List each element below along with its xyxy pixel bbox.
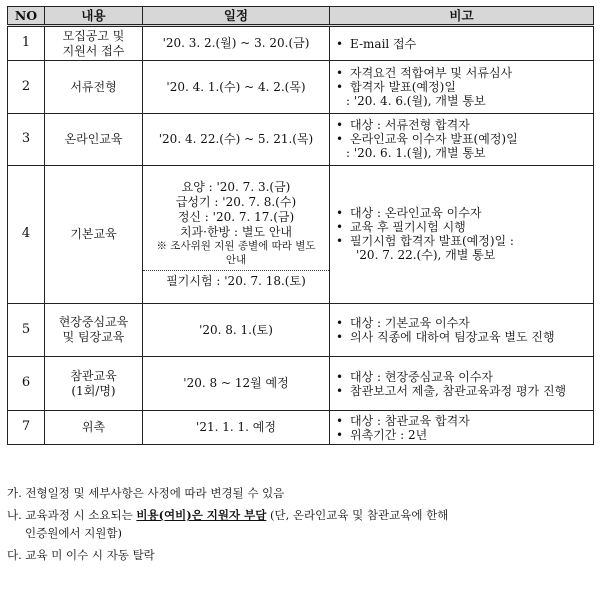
remark-item: • 교육 후 필기시험 시행 [334,220,589,234]
remark-continuation: : '20. 6. 1.(월), 개별 통보 [346,146,486,160]
row-content: 모집공고 및 지원서 접수 [45,26,143,61]
row-number: 3 [8,114,45,166]
remark-item: • E-mail 접수 [334,37,589,51]
remark-item: • 자격요건 적합여부 및 서류심사 [334,66,589,80]
table-row [8,61,594,114]
schedule-note: ※ 조사위원 지원 종별에 따라 별도 안내 [156,240,316,266]
table-header-row [8,7,594,26]
header-schedule: 일정 [143,7,330,26]
row-schedule [143,166,330,304]
row-remarks [330,304,594,357]
row-schedule: '20. 8. 1.(토) [143,304,330,357]
table-row [8,411,594,445]
row-remarks [330,26,594,61]
row-content: 온라인교육 [45,114,143,166]
row-remarks [330,411,594,445]
row-number: 4 [8,166,45,304]
row-number: 5 [8,304,45,357]
row-number: 6 [8,357,45,411]
row-schedule: '20. 4. 1.(수) ~ 4. 2.(목) [143,61,330,114]
remark-item: • 온라인교육 이수자 발표(예정)일 [334,132,589,146]
cost-emphasis: 비용(여비)은 지원자 부담 [136,508,267,522]
schedule-dates: 요양 : '20. 7. 3.(금) 급성기 : '20. 7. 8.(수) 정신 : '20. 7. 17.(금) 치과·한방 : 별도 안내 ※ 조사위원 지원 종별에 따라 별도 안내 [143,177,329,269]
remark-item: • 의사 직종에 대하여 팀장교육 별도 진행 [334,330,589,344]
table-row [8,166,594,304]
row-schedule: '20. 8 ~ 12월 예정 [143,357,330,411]
row-number: 1 [8,26,45,61]
header-no: NO [8,7,45,26]
table-row [8,114,594,166]
row-remarks [330,357,594,411]
row-schedule: '20. 4. 22.(수) ~ 5. 21.(목) [143,114,330,166]
row-number: 2 [8,61,45,114]
remark-continuation: '20. 7. 22.(수), 개별 통보 [356,248,496,262]
remark-item: • 대상 : 온라인교육 이수자 [334,206,589,220]
row-content: 현장중심교육 및 팀장교육 [45,304,143,357]
table-row [8,357,594,411]
schedule-table [7,6,594,445]
remark-item: • 참관보고서 제출, 참관교육과정 평가 진행 [334,384,589,398]
header-remarks: 비고 [330,7,594,26]
footnotes [7,484,593,568]
remark-item: • 대상 : 서류전형 합격자 [334,118,589,132]
row-content: 서류전형 [45,61,143,114]
row-content: 참관교육 (1회/명) [45,357,143,411]
remark-item: • 대상 : 현장중심교육 이수자 [334,370,589,384]
remark-item: • 필기시험 합격자 발표(예정)일 : [334,234,589,248]
row-schedule: '20. 3. 2.(월) ~ 3. 20.(금) [143,26,330,61]
remark-item: • 대상 : 기본교육 이수자 [334,316,589,330]
row-content: 위촉 [45,411,143,445]
remark-item: • 대상 : 참관교육 합격자 [334,414,589,428]
row-number: 7 [8,411,45,445]
row-schedule: '21. 1. 1. 예정 [143,411,330,445]
note-ga: 가. 전형일정 및 세부사항은 사정에 따라 변경될 수 있음 [7,486,285,500]
table-row [8,304,594,357]
note-da: 다. 교육 미 이수 시 자동 탈락 [7,548,155,562]
row-remarks [330,61,594,114]
table-row [8,26,594,61]
note-na: 나. 교육과정 시 소요되는 비용(여비)은 지원자 부담 (단, 온라인교육 및 참관교육에 한해 인증원에서 지원함) [7,506,593,542]
note-na-continuation: 인증원에서 지원함) [25,526,123,540]
written-exam-date: 필기시험 : '20. 7. 18.(토) [143,270,329,292]
remark-continuation: : '20. 4. 6.(월), 개별 통보 [346,93,486,108]
header-content: 내용 [45,7,143,26]
remark-item: • 합격자 발표(예정)일 [334,80,589,94]
row-content: 기본교육 [45,166,143,304]
row-remarks [330,166,594,304]
remark-item: • 위촉기간 : 2년 [334,428,589,442]
row-remarks [330,114,594,166]
